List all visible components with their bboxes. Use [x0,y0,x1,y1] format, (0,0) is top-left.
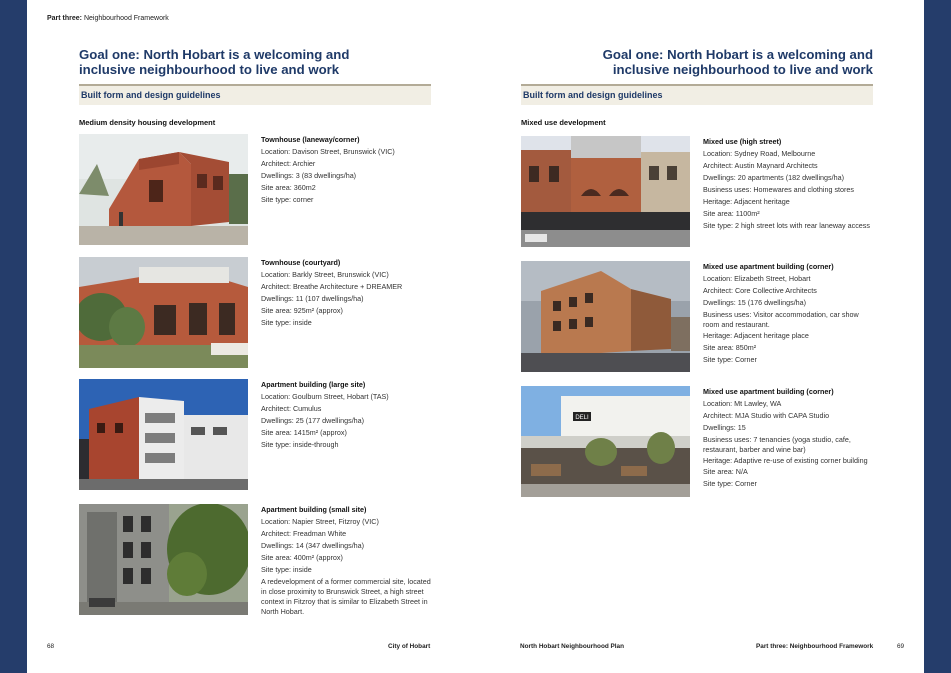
right-footer-label: Part three: Neighbourhood Framework [756,643,874,650]
right-section-band [521,84,873,105]
right-goal-title [521,47,873,77]
entry-site-type: Site type: corner [261,195,314,204]
entry-site-type: Site type: inside [261,565,312,574]
entry-title: Apartment building (large site) [261,380,366,389]
entry-architect: Architect: Archier [261,159,316,168]
entry-dwellings: Dwellings: 11 (107 dwellings/ha) [261,294,364,303]
entry-site-area: Site area: 1100m² [703,209,760,218]
entry-dwellings: Dwellings: 20 apartments (182 dwellings/ha) [703,173,845,182]
entry-location: Location: Napier Street, Fitzroy (VIC) [261,517,379,526]
mixed-use-high-street-photo [521,136,690,247]
right-goal-line1: Goal one: North Hobart is a welcoming and [602,47,873,62]
entry-site-area: Site area: 1415m² (approx) [261,428,347,437]
entry-heritage: Heritage: Adjacent heritage [703,197,790,206]
running-header-name: Neighbourhood Framework [83,15,169,22]
right-entry-1-info [703,136,875,231]
entry-location: Location: Mt Lawley, WA [703,399,782,408]
mixed-use-corner-mt-lawley-photo [521,386,690,497]
entry-dwellings: Dwellings: 25 (177 dwellings/ha) [261,416,365,425]
right-entry-3-info [703,386,875,490]
entry-location: Location: Davison Street, Brunswick (VIC) [261,147,395,156]
entry-location: Location: Sydney Road, Melbourne [703,149,816,158]
left-goal-line2: inclusive neighbourhood to live and work [79,62,340,77]
entry-architect: Architect: Breathe Architecture + DREAMER [261,282,403,291]
entry-site-type: Site type: inside-through [261,440,339,449]
entry-site-area: Site area: 360m2 [261,183,316,192]
document-spread [27,0,924,673]
apartment-small-site-photo [79,504,248,615]
entry-site-area: Site area: 400m² (approx) [261,553,343,562]
entry-location: Location: Goulburn Street, Hobart (TAS) [261,392,389,401]
entry-dwellings: Dwellings: 14 (347 dwellings/ha) [261,541,365,550]
entry-dwellings: Dwellings: 15 (176 dwellings/ha) [703,298,807,307]
left-entry-3-info [261,379,433,451]
entry-location: Location: Barkly Street, Brunswick (VIC) [261,270,389,279]
right-band-title: Built form and design guidelines [523,90,663,100]
left-section-band [79,84,431,105]
left-entry-2-info [261,257,433,329]
entry-site-type: Site type: 2 high street lots with rear laneway access [703,221,870,230]
left-page-number: 68 [47,643,55,650]
running-header [47,15,169,22]
entry-business-uses: Business uses: Visitor accommodation, car show room and restaurant. [703,310,859,329]
townhouse-laneway-photo [79,134,248,245]
entry-site-area: Site area: 850m² [703,343,757,352]
entry-site-type: Site type: inside [261,318,312,327]
entry-dwellings: Dwellings: 15 [703,423,746,432]
deli-sign: DELI [575,415,589,421]
left-goal-title [79,47,431,77]
entry-site-type: Site type: Corner [703,479,757,488]
entry-architect: Architect: Austin Maynard Architects [703,161,818,170]
entry-business-uses: Business uses: 7 tenancies (yoga studio, cafe, restaurant, barber and wine bar) [703,435,851,454]
entry-heritage: Heritage: Adaptive re-use of existing corner building [703,456,868,465]
entry-architect: Architect: Cumulus [261,404,322,413]
entry-title: Apartment building (small site) [261,505,367,514]
entry-business-uses: Business uses: Homewares and clothing stores [703,185,855,194]
left-goal-line1: Goal one: North Hobart is a welcoming and [79,47,350,62]
right-subheading: Mixed use development [521,118,606,127]
entry-site-area: Site area: N/A [703,467,748,476]
entry-site-area: Site area: 925m² (approx) [261,306,343,315]
entry-title: Mixed use apartment building (corner) [703,387,834,396]
left-entry-1-info [261,134,433,206]
entry-title: Mixed use apartment building (corner) [703,262,834,271]
entry-architect: Architect: Core Collective Architects [703,286,817,295]
running-header-section: Part three: [47,15,83,22]
right-page-number: 69 [897,643,905,650]
entry-description: A redevelopment of a former commercial site, located in close proximity to Brunswick Street, a high street context in Fitzroy that is similar to Elizabeth Street in North Hobart. [261,577,431,616]
left-subheading: Medium density housing development [79,118,216,127]
townhouse-courtyard-photo [79,257,248,368]
center-footer-label: North Hobart Neighbourhood Plan [520,643,625,650]
entry-location: Location: Elizabeth Street, Hobart [703,274,811,283]
entry-title: Townhouse (laneway/corner) [261,135,360,144]
mixed-use-corner-hobart-photo [521,261,690,372]
right-goal-line2: inclusive neighbourhood to live and work [612,62,873,77]
entry-title: Townhouse (courtyard) [261,258,341,267]
left-footer-label: City of Hobart [388,643,431,650]
apartment-large-site-photo [79,379,248,490]
entry-site-type: Site type: Corner [703,355,757,364]
left-entry-4-info [261,504,433,617]
left-band-title: Built form and design guidelines [81,90,221,100]
entry-dwellings: Dwellings: 3 (83 dwellings/ha) [261,171,357,180]
entry-heritage: Heritage: Adjacent heritage place [703,331,809,340]
right-entry-2-info [703,261,875,366]
entry-title: Mixed use (high street) [703,137,782,146]
entry-architect: Architect: Freadman White [261,529,347,538]
entry-architect: Architect: MJA Studio with CAPA Studio [703,411,830,420]
